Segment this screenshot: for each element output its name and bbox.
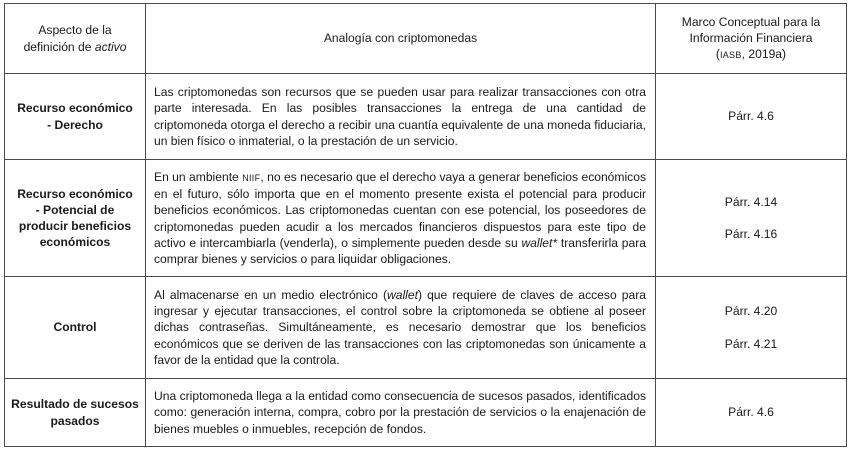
row2-ref-2: Párr. 4.16 (724, 227, 778, 241)
header-framework-line1: Marco Conceptual para la (681, 14, 821, 29)
row4-refs (656, 379, 847, 447)
row2-aspect-line1: Recurso económico (17, 186, 133, 201)
row2-analogy-part1: En un ambiente (154, 169, 243, 184)
row1-aspect-line2: - Derecho (47, 117, 103, 132)
row3-analogy-part1: Al almacenarse en un medio electrónico ( (154, 287, 388, 302)
row2-aspect-line2: - Potencial de (35, 202, 115, 217)
table-row (5, 74, 847, 160)
row1-aspect-line1: Recurso económico (17, 101, 133, 116)
row3-aspect-line1: Control (53, 320, 97, 335)
header-aspect-line2-italic: activo (94, 39, 127, 54)
row3-aspect (5, 277, 146, 379)
row2-analogy-part3: transferirla para comprar bienes y servicios o para liquidar obligaciones. (154, 235, 646, 266)
row2-refs (656, 160, 847, 277)
row3-analogy-italic: wallet (387, 287, 418, 302)
table-row (5, 277, 847, 379)
header-aspect (5, 4, 146, 74)
header-aspect-line2-prefix: definición de (23, 39, 95, 54)
row2-analogy-part2: , no es necesario que el derecho vaya a generar beneficios económicos en el futuro, sólo importa que en el momento presente exista el potencial para producir beneficios económicos. Las criptomonedas cuentan con ese potencial, los poseedores de criptomonedas pueden acudir a los mercados financieros dispuestos para este tipo de activo e intercambiarla (venderla), o simplemente pueden desde su (154, 169, 646, 250)
header-analogy: Analogía con criptomonedas (146, 4, 656, 74)
row3-ref-2: Párr. 4.21 (724, 336, 778, 351)
row1-aspect (5, 74, 146, 160)
header-framework-line2: Información Financiera (689, 30, 813, 45)
row2-ref-1: Párr. 4.14 (724, 194, 778, 209)
row2-analogy-italic: wallet* (521, 235, 558, 250)
row4-analogy: Una criptomoneda llega a la entidad como consecuencia de sucesos pasados, identificados como: generación interna, compra, cobro por la prestación de servicios o la enajenación de bienes muebles o inmuebles, recepción de fondos. (146, 379, 656, 447)
header-framework (656, 4, 847, 74)
row4-aspect-line1: Resultado de sucesos (11, 397, 139, 412)
row2-analogy-abbr: NIIF (242, 172, 261, 183)
table-header-row (5, 4, 847, 74)
table-row (5, 160, 847, 277)
row3-refs (656, 277, 847, 379)
row3-ref-1: Párr. 4.20 (724, 304, 778, 319)
row1-ref-1: Párr. 4.6 (728, 109, 774, 124)
row2-aspect (5, 160, 146, 277)
header-framework-line3-open: ( (715, 47, 720, 62)
header-aspect-line1: Aspecto de la (38, 23, 112, 38)
row1-refs (656, 74, 847, 160)
row4-aspect-line2: pasados (50, 413, 100, 428)
row4-ref-1: Párr. 4.6 (728, 405, 774, 420)
row3-analogy-part2: ) que requiere de claves de acceso para ingresar y ejecutar transacciones, el control sobre la criptomoneda se obtiene al poseer dichas contraseñas. Simultáneamente, es necesario demostrar que los beneficios económicos que se deriven de las transacciones con las criptomonedas son únicamente a favor de la entidad que la controla. (154, 287, 646, 367)
row1-analogy: Las criptomonedas son recursos que se pueden usar para realizar transacciones con otra parte interesada. En las posibles transacciones la entrega de una cantidad de criptomoneda otorga el derecho a recibir una cuantía equivalente de una moneda fiduciaria, un bien físico o inmaterial, o la prestación de un servicio. (146, 74, 656, 160)
row2-analogy (146, 160, 656, 277)
row2-aspect-line4: económicos (39, 235, 111, 250)
row4-aspect (5, 379, 146, 447)
row3-analogy (146, 277, 656, 379)
asset-definition-table (4, 3, 847, 447)
header-framework-abbr: IASB (719, 50, 742, 61)
header-framework-line3-close: , 2019a) (741, 47, 787, 62)
row2-aspect-line3: producir beneficios (18, 219, 132, 233)
table-row (5, 379, 847, 447)
